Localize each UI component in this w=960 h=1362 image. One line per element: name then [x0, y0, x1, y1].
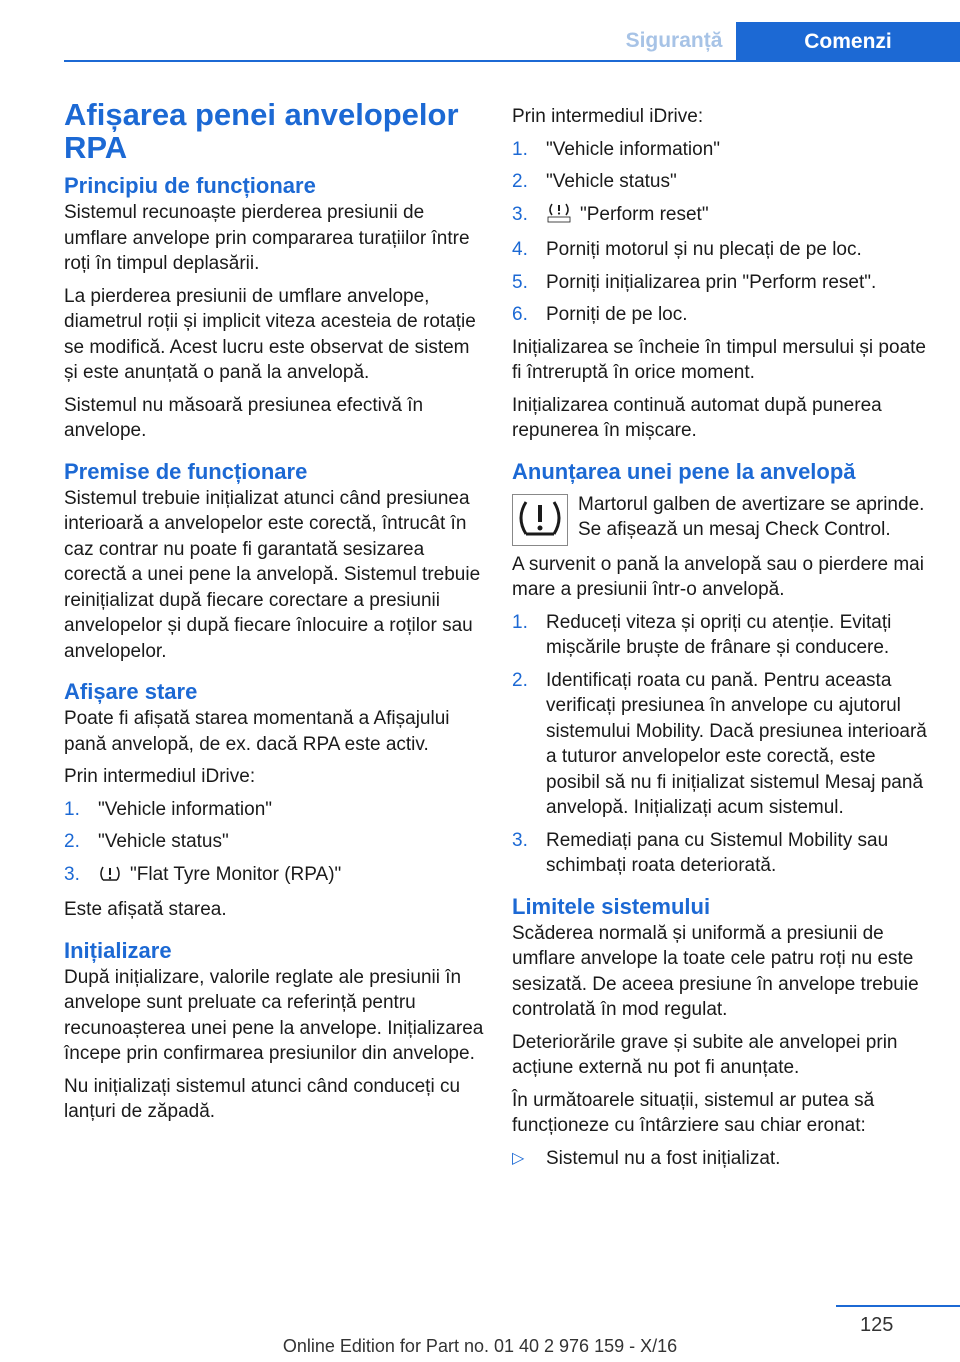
list-item: [512, 302, 932, 328]
page-title: Afișarea penei anvelopelor RPA: [64, 97, 459, 165]
heading-limitele: Limitele sistemului: [512, 893, 711, 919]
steps-list: [512, 137, 932, 328]
bullet-list: [512, 1146, 932, 1172]
step-text: Porniți motorul și nu plecați de pe loc.: [546, 239, 862, 260]
steps-list: [64, 797, 484, 891]
step-number: 5.: [512, 271, 528, 293]
paragraph: La pierderea presiunii de umflare anvelope, diametrul roții și implicit viteza acesteia de rotație se modifică. Acest lucru este observat de sistem și este anunțată o pană la anvelopă.: [64, 285, 476, 383]
list-item: [64, 862, 484, 891]
step-text: "Flat Tyre Monitor (RPA)": [130, 863, 342, 885]
paragraph: Inițializarea se încheie în timpul mersului și poate fi întreruptă în orice moment.: [512, 336, 926, 383]
list-item: [64, 797, 484, 823]
heading-premise: Premise de funcționare: [64, 458, 308, 484]
paragraph: Inițializarea continuă automat după punerea repunerea în mișcare.: [512, 394, 882, 441]
paragraph: Sistemul trebuie inițializat atunci când presiunea interioară a anvelopelor este corectă, întrucât în caz contrar nu poate fi garantată sesizarea corectă a unei pene la anvelopă. Sistemul trebuie reinițializat după fiecare corectare a presiunii anvelopelor și după fiecare înlocuire a roților sau anvelopelor.: [64, 487, 481, 662]
paragraph: În următoarele situații, sistemul ar putea să funcționeze cu întârziere sau chiar eronat:: [512, 1089, 875, 1136]
bullet-text: Sistemul nu a fost inițializat.: [546, 1147, 781, 1169]
step-text: Remediați pana cu Sistemul Mobility sau schimbați roata deteriorată.: [546, 829, 889, 876]
step-number: 4.: [512, 239, 528, 260]
paragraph: Scăderea normală și uniformă a presiunii de umflare anvelope la toate cele patru roți nu este sesizată. De aceea presiune în anvelope trebuie controlată în mod regulat.: [512, 922, 919, 1020]
left-column: [64, 98, 484, 1132]
paragraph: Prin intermediul iDrive:: [64, 766, 256, 787]
list-item: [64, 829, 484, 855]
step-text: "Vehicle status": [98, 831, 229, 852]
heading-initializare: Inițializare: [64, 937, 172, 963]
reset-warning-icon: [546, 203, 572, 231]
triangle-bullet-icon: ▷: [512, 1149, 525, 1167]
step-number: 3.: [512, 203, 528, 225]
step-number: 2.: [512, 171, 528, 192]
step-number: 2.: [512, 669, 528, 691]
step-number: 1.: [512, 611, 528, 633]
list-item: [512, 202, 932, 231]
list-item: [512, 1146, 932, 1172]
step-text: "Vehicle information": [546, 138, 721, 160]
step-number: 1.: [64, 798, 80, 820]
page-header: [0, 22, 960, 62]
step-text: Porniți inițializarea prin "Perform reset".: [546, 271, 877, 293]
list-item: [512, 828, 932, 879]
list-item: [512, 610, 932, 661]
list-item: [512, 137, 932, 163]
tab-comenzi[interactable]: Comenzi: [736, 22, 960, 62]
header-rule: [64, 60, 960, 62]
step-text: Porniți de pe loc.: [546, 304, 688, 325]
paragraph: Martorul galben de avertizare se aprinde. Se afișează un mesaj Check Control.: [578, 493, 925, 540]
heading-anuntare-pana: Anunțarea unei pene la anvelopă: [512, 458, 856, 484]
step-text: "Perform reset": [580, 203, 709, 225]
right-column: [512, 98, 932, 1178]
heading-afisare-stare: Afișare stare: [64, 679, 198, 704]
step-text: Identificați roata cu pană. Pentru aceasta verificați presiunea în anvelope cu ajutorul sistemului Mobility. Dacă presiunea interioară a tuturor anvelopelor este corectă, este posibil să nu fi inițializat sistemul Mesaj pană anvelopă. Inițializați acum sistemul.: [546, 669, 927, 818]
page-number: 125: [860, 1314, 894, 1336]
paragraph: Nu inițializați sistemul atunci când conduceți cu lanțuri de zăpadă.: [64, 1075, 461, 1122]
paragraph: Este afișată starea.: [64, 899, 227, 920]
step-number: 6.: [512, 304, 528, 325]
step-number: 2.: [64, 831, 80, 852]
paragraph: Prin intermediul iDrive:: [512, 106, 704, 127]
list-item: [512, 270, 932, 296]
tab-siguranta[interactable]: Siguranță: [625, 29, 723, 52]
heading-principiu: Principiu de funcționare: [64, 173, 316, 198]
paragraph: Deteriorările grave și subite ale anvelopei prin acțiune externă nu pot fi anunțate.: [512, 1031, 898, 1078]
step-text: Reduceți viteza și opriți cu atenție. Evitați mișcările bruște de frânare și conducere.: [546, 611, 892, 658]
step-number: 3.: [512, 829, 528, 851]
tyre-warning-icon: [98, 865, 122, 891]
paragraph: Sistemul nu măsoară presiunea efectivă în anvelope.: [64, 394, 424, 441]
paragraph: A survenit o pană la anvelopă sau o pierdere mai mare a presiunii într-o anvelopă.: [512, 553, 924, 600]
footer-rule: [836, 1305, 960, 1307]
step-number: 1.: [512, 138, 528, 160]
step-text: "Vehicle information": [98, 798, 273, 820]
steps-list: [512, 610, 932, 879]
edition-note: Online Edition for Part no. 01 40 2 976 159 - X/16: [282, 1336, 678, 1356]
step-text: "Vehicle status": [546, 171, 677, 192]
tyre-pressure-warning-icon: [512, 494, 568, 546]
step-number: 3.: [64, 863, 80, 885]
warning-block: [512, 492, 932, 546]
paragraph: Sistemul recunoaște pierderea presiunii de umflare anvelope prin compararea turațiilor între roți în timpul deplasării.: [64, 202, 470, 274]
paragraph: După inițializare, valorile reglate ale presiunii în anvelope sunt preluate ca referință pentru recunoașterea unei pene la anvelope. Inițializarea începe prin confirmarea presiunilor din anvelope.: [64, 966, 484, 1064]
list-item: [512, 668, 932, 821]
paragraph: Poate fi afișată starea momentană a Afișajului pană anvelopă, de ex. dacă RPA este activ.: [64, 708, 450, 755]
list-item: [512, 237, 932, 263]
list-item: [512, 169, 932, 195]
